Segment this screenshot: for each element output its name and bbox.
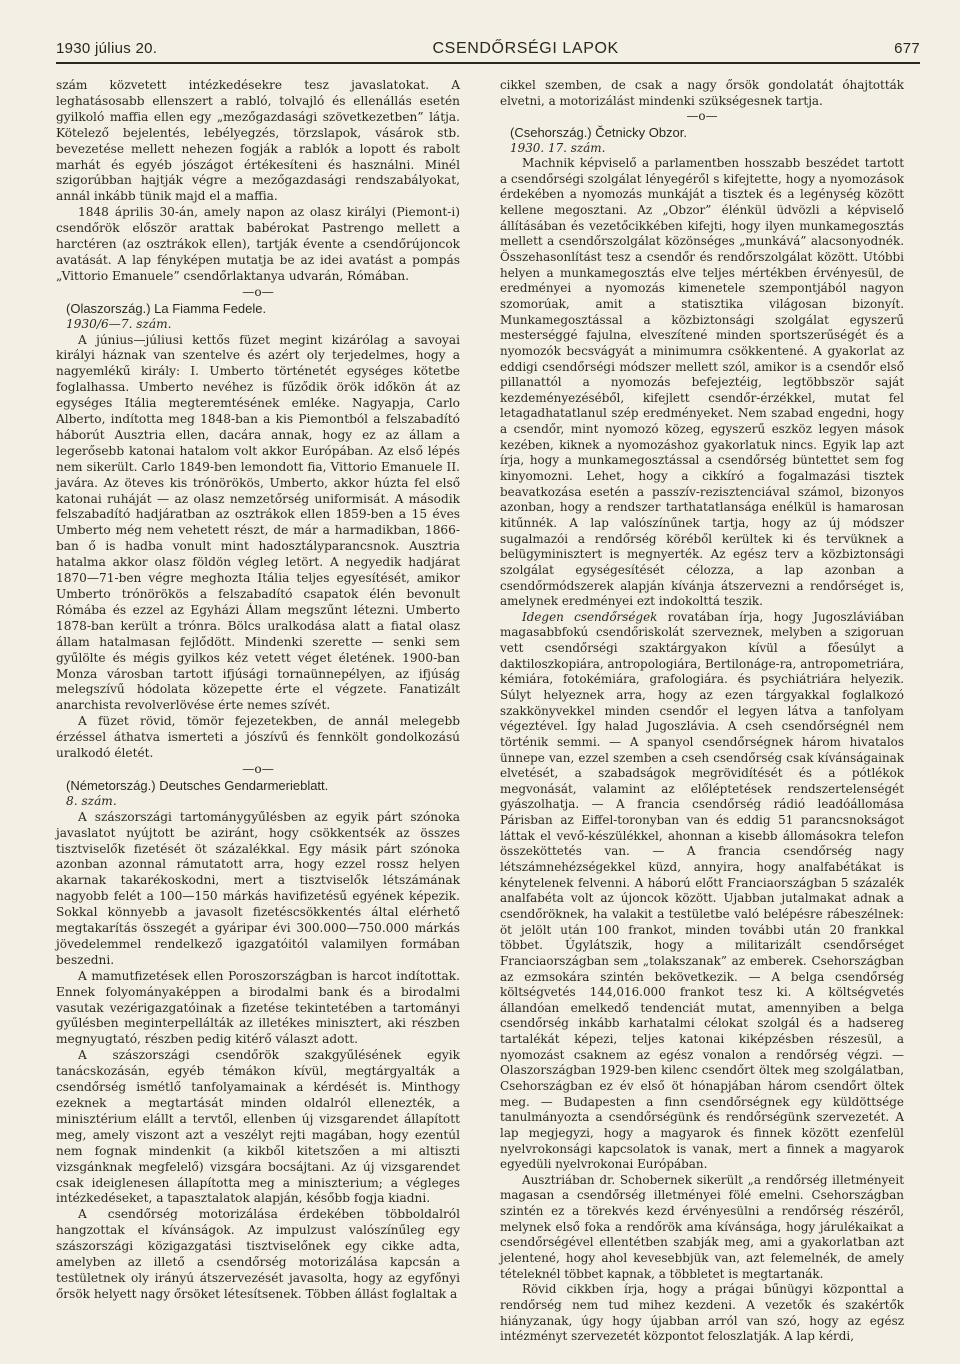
header-rule: [56, 62, 920, 64]
rubric-title: Idegen csendőrségek: [522, 609, 658, 624]
section-title: (Olaszország.) La Fiamma Fedele.: [66, 300, 267, 316]
paragraph: A június—júliusi kettős füzet megint kizárólag a savoyai királyi háznak van szentelve és azért oly terjedelmes, hogy a nagyemlékű király: I. Umberto történetét egységes kötetbe foglalhassa. Umberto nevéhez is fűződik örök időkön át az egységes Itália megteremtésének emléke. Nagyapja, Carlo Alberto, indította meg 1848-ban a kis Piemontból a felszabadító háborút Ausztria ellen, dacára annak, hogy ez az állam a legerősebb katonai hatalom volt akkor Európában. Az első lépés nem sikerült. Carlo 1849-ben lemondott fia, Vittorio Emanuele II. javára. Az öteves kis trónörökös, Umberto, akkor húzta fel első katonai ruháját — az olasz nemzetőrség uniformisát. A második felszabadító hadjáratban az osztrákok ellen 1859-ben a 15 éves Umberto még nem vehetett részt, de már a harmadikban, 1866-ban ő is hadba vonult mint hadosztályparancsnok. Ausztria hatalma akkor olasz földön végleg letört. A negyedik hadjárat 1870—71-ben végre meghozta Itália teljes egyesítését, amikor Umberto trónörökös a felszabadító csapatok élén bevonult Rómába és ezzel az Egyházi Állam megszűnt létezni. Umberto 1878-ban került a trónra. Bölcs uralkodása alatt a fiatal olasz állam hatalmasan fejlődött. Mindenki szerette — senki sem gyűlölte és mégis gyilkos kéz vetett véget életének. 1900-ban Monza városban tartott ifjúsági tornaünnepélyen, az ifjúság melegszívű hódolata közepette érte el végzete. Fanatizált anarchista revolverlövése érte nemes szívét.: [56, 332, 460, 713]
paragraph: 1848 április 30-án, amely napon az olasz királyi (Piemont-i) csendőrök először arattak babérokat Pastrengo mellett a harctéren (az osztrákok ellen), tartják évente a csendőrújoncok avatását. A lap fényképen mutatja be az idei avatást a pompás „Vittorio Emanuele” csendőrlaktanya udvarán, Rómában.: [56, 205, 460, 283]
paragraph: A szászországi tartománygyűlésben az egyik párt szónoka javaslatot nyújtott be aziránt, hogy csökkentsék az összes tisztviselők fizetését öt százalékkal. Egy másik párt szónoka azonban azonnal rámutatott arra, hogy ezzel rossz helyen akarnak takarékoskodni, mert a tisztviselők létszámának nagyobb felét a 100—150 márkás havifizetésű egyének képezik. Sokkal könnyebb a javasolt fizetéscsökkentés által elérhető megtakarítás összegét a gyáripar évi 300.000—750.000 márkás jövedelemmel rendelkező igazgatóitól valamilyen formában beszedni.: [56, 809, 460, 967]
paragraph: [500, 610, 904, 1173]
section-issue: 1930. 17. szám.: [510, 140, 606, 155]
section-title: (Németország.) Deutsches Gendarmerieblatt.: [66, 777, 329, 793]
publication-title: CSENDŐRSÉGI LAPOK: [432, 40, 619, 57]
left-column: [56, 78, 460, 1303]
right-column: [500, 78, 904, 1345]
section-separator: —o—: [242, 284, 274, 299]
section-title: (Csehország.) Četnicky Obzor.: [510, 124, 688, 140]
issue-date: 1930 július 20.: [56, 40, 158, 57]
paragraph: A mamutfizetések ellen Poroszországban is harcot indítottak. Ennek folyományaképpen a birodalmi bank és a birodalmi vasutak vezérigazgatóinak a fizetése tekintetében a tartományi gyűlésben meginterpellálták az illetékes minisztert, aki részben megnyugtató, részben pedig kitérő választ adott.: [56, 968, 460, 1047]
paragraph: A füzet rövid, tömör fejezetekben, de annál melegebb érzéssel áthatva ismerteti a jószívű és fennkölt gondolkozású uralkodó életét.: [56, 714, 460, 761]
paragraph: Rövid cikkben írja, hogy a prágai bűnügyi központtal a rendőrség nem tud mihez kezdeni. A vezetők és szakértők hiányzanak, úgy hogy újabban arról van szó, hogy az egész intézményt szervezetét központot feloszlatják. A lap kérdi,: [500, 1282, 904, 1344]
section-separator: —o—: [686, 109, 718, 124]
paragraph-text: rovatában írja, hogy Jugoszláviában magasabbfokú csendőriskolát szerveznek, melyben a szigoruan vett csendőrségi szaktárgyakon kívül a főesúlyt a daktiloszkopiára, antropologiára, Bertilonáge-ra, antropometriára, kémiára, fotokémiára, grafologiára. és psychiátriára helyezik. Súlyt helyeznek arra, hogy az ezen tárgyakkal foglalkozó szakkönyvekkel minden csendőr el legyen látva a tanfolyam végeztével. Így halad Jugoszlávia. A cseh csendőrségnél nem történik semmi. — A spanyol csendőrségnek három hivatalos ünnepe van, ezzel szemben a cseh csendőrség csak kívánságainak elvetését, a szabadságok megrövidítését és a pótlékok megvonását, valamint az előléptetések rendszertelenségét gyászolhatja. — A francia csendőrség rádió leadóállomása Párisban az Eiffel-toronyban van és eddig 51 parancsnokságot láttak el vevő-készülékkel, ahonnan a kisebb állomásokra telefon összeköttetés van. — A francia csendőrség nagy létszámnehézségekkel küzd, annyira, hogy analfabétákat is kénytelenek felvenni. A háború előtt Franciaországban 5 százalék analfabéta volt az újoncok között. Ujabban jutalmakat adnak a csendőröknek, ha valakit a testületbe való belépésre rábeszélnek: öt jelölt után 100 frankot, minden további után 20 frankkal többet. Úgylátszik, hogy a militarizált csendőrséget Franciaországban sem „tolakszanak” az emberek. Csehországban az ezmsokára szintén bekövetkezik. — A belga csendőrség költségvetés 144,016.000 frankot tesz ki. A költségvetés állandóan emelkedő tendenciát mutat, amennyiben a belga csendőrség inkább karhatalmi célokat szolgál és a hadsereg tartalékát képezi, teljes katonai kiképzésben részesül, a nyomozást csaknem az egész vonalon a rendőrség végzi. — Olaszországban 1929-ben kilenc csendőrt öltek meg szolgálatban, Csehországban ez év első öt hónapjában három csendőrt öltek meg. — Budapesten a finn csendőrségnek egy küldöttsége tanulmányozta a csendőrségünk és rendőrségünk szervezetét. A lap megjegyzi, hogy a magyarok és finnek között ezenfelül nyelvrokonsági kapcsolatok is vanak, mert a finnek a magyarok egyedüli nyelvrokonai Európában.: [500, 609, 905, 1172]
paragraph: A csendőrség motorizálása érdekében többoldalról hangzottak el kívánságok. Az impulzust valószínűleg egy szászországi közigazgatási tisztviselőnek egy cikke adta, amelyben az illető a csendőrség motorizálása kapcsán a testületnek oly irányú átszervezését javasolta, hogy az egyfőnyi őrsök helyett nagy őrsöket létesítsenek. Többen állást foglaltak a: [56, 1207, 460, 1301]
page-header: [56, 40, 920, 64]
paragraph: A szászországi csendőrök szakgyűlésének egyik tanácskozásán, egyéb témákon kívül, megtárgyalták a csendőrség ismétlő tanfolyamainak a kérdését is. Minthogy ezeknek a megtartását minden oldalról ellenezték, a minisztérium elállt a tervtől, ellenben új vizsgarendet állapított meg, amely viszont azt a veszélyt rejti magában, hogy ezentúl nem fognak mindenkit (a kikből kitetszően a mi altiszti vizsgánknak megfelelő) vizsgára bocsájtani. Az új vizsgarendet csak ideiglenesen állapította meg a miniszterium; a végleges intézkedéseket, a tapasztalatok alapján, később fogja kiadni.: [56, 1048, 460, 1206]
page-number: 677: [894, 40, 920, 57]
paragraph: Ausztriában dr. Schobernek sikerült „a rendőrség illetményeit magasan a csendőrség illetményei fölé emelni. Csehországban szintén ez a törekvés kezd érvényesülni a rendőrség részéről, melynek első foka a rendőrök ama kívánsága, hogy járulékaikat a csendőrségével ellentétben szabják meg, ami a gyakorlatban azt jelentené, hogy ahol kevesebbjük van, azt felemelnék, de amely tételeknél többet kapnak, a többletet is megtartanák.: [500, 1172, 904, 1281]
section-issue: 8. szám.: [66, 793, 117, 808]
paragraph: cikkel szemben, de csak a nagy őrsök gondolatát óhajtották elvetni, a motorizálást mindenki szükségesnek tartja.: [500, 78, 904, 108]
paragraph: szám közvetett intézkedésekre tesz javaslatokat. A leghatásosabb ellenszert a rabló, tolvajló és ellenállás esetén gyilkoló maffia ellen egy „mezőgazdasági szövetkezetben” látja. Kötelező bejelentés, lebélyegzés, törzslapok, vásárok stb. bevezetése mellett nehezen fogják a rablók a lopott és rabolt marhát és egyéb jószágot értékesíteni és használni. Minél szigorúbban hajtják végre a mezőgazdasági rendszabályokat, annál inkább tünik majd el a maffia.: [56, 78, 460, 204]
paragraph: Machnik képviselő a parlamentben hosszabb beszédet tartott a csendőrségi szolgálat lényegéről s kifejtette, hogy a nyomozások érdekében a nyomozás munkáját a tisztek és a legénység között kellene megosztani. Az „Obzor” élénkül üdvözli a képviselő állításában és vezetőcikkében kifejti, hogy ilyen munkamegosztás mellett a csendőrszolgálat közönséges „munkává” alacsonyodnék. Összehasonlítást tesz a csendőr és rendőrszolgálat között. Utóbbi helyen a munkamegosztás elve teljes mértékben érvényesül, de eredményei a nyomozás kimenetele szempontjából nagyon szomorúak, amit a statisztika világosan bizonyít. Munkamegosztással a közbiztonsági szolgálat egyszerű mesterséggé fajulna, elveszítené minden sportszerűségét és a nyomozók becsvágyát a minimumra csökkentené. A gyakorlat az eddigi csendőrségi módszer mellett szól, amikor is a csendőr első pillanattól a nyomozás befejeztéig, legtöbbször saját kezdeményezéséből, kifejlett csendőr-érzékkel, mutat fel letagadhatatlanul szép eredményeket. Nem szabad engedni, hogy a csendőr, mint nyomozó közeg, egyszerű eszköz legyen mások kezében, kiknek a nyomozáshoz gyakorlatuk nincs. Egyik lap azt írja, hogy a munkamegosztással a csendőrség büntettet sem fog kinyomozni. Lehet, hogy a cikkíró a fogalmazási tisztek beavatkozása esetén a passzív-rezisztenciával számol, bizonyos azonban, hogy a rendszer tarthatatlansága enélkül is hamarosan kitűnnék. A lap valószínűnek tartja, hogy az új módszer sugalmazói a rendőrség köréből kerültek ki és tervüknek a belügyminisztert is megnyerték. Az egész terv a közbiztonsági szolgálat egységesítését célozza, a lap azonban a csendőrmódszerek alapján kívánja átszervezni a rendőrséget is, amelynek eredményei ezt indokolttá teszik.: [500, 156, 904, 609]
section-separator: —o—: [242, 761, 274, 776]
section-issue: 1930/6—7. szám.: [66, 316, 172, 331]
